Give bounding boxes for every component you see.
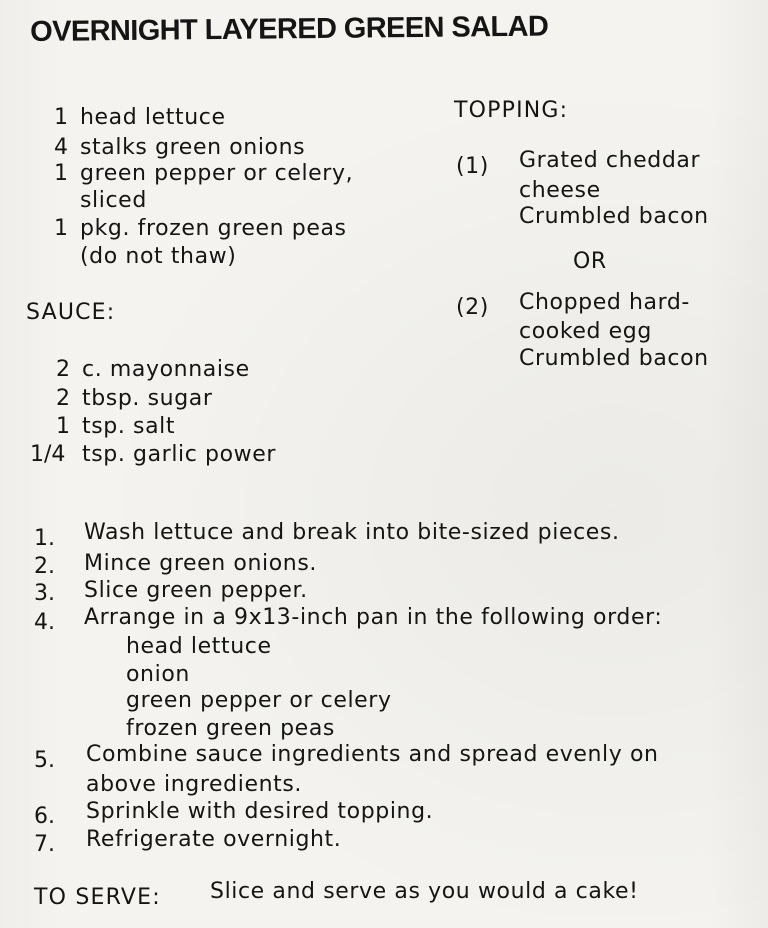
topping-line: Chopped hard- — [519, 290, 690, 315]
sauce-item: tbsp. sugar — [82, 386, 213, 411]
step-number: 5. — [34, 748, 55, 773]
ingredient-text: stalks green onions — [80, 135, 306, 160]
step-text: Combine sauce ingredients and spread evenly on — [86, 742, 659, 767]
step-text: Slice green pepper. — [84, 578, 308, 603]
step-number: 6. — [34, 804, 55, 829]
sauce-qty: 2 — [56, 386, 70, 411]
ingredient-text: sliced — [80, 188, 147, 213]
step-subline: head lettuce — [126, 634, 272, 659]
step-subline: onion — [126, 662, 190, 687]
topping-line: cheese — [519, 178, 601, 203]
to-serve-text: Slice and serve as you would a cake! — [210, 879, 639, 904]
step-text: Arrange in a 9x13-inch pan in the following order: — [84, 605, 663, 630]
step-text: above ingredients. — [86, 772, 303, 797]
topping-line: Grated cheddar — [519, 148, 701, 173]
sauce-item: tsp. garlic power — [82, 442, 277, 467]
ingredient-text: (do not thaw) — [80, 244, 237, 269]
sauce-qty: 2 — [56, 357, 70, 382]
sauce-item: tsp. salt — [82, 414, 176, 439]
ingredient-qty: 4 — [54, 135, 68, 160]
step-subline: frozen green peas — [126, 716, 335, 741]
step-number: 2. — [34, 554, 55, 579]
topping-line: Crumbled bacon — [519, 346, 709, 371]
recipe-title: OVERNIGHT LAYERED GREEN SALAD — [30, 10, 549, 48]
sauce-qty: 1/4 — [30, 442, 66, 467]
topping-line: Crumbled bacon — [519, 204, 709, 229]
sauce-item: c. mayonnaise — [82, 357, 250, 382]
step-text: Mince green onions. — [84, 551, 317, 576]
ingredient-text: green pepper or celery, — [80, 161, 354, 186]
sauce-qty: 1 — [56, 414, 70, 439]
topping-option-label: (2) — [456, 295, 489, 320]
step-number: 3. — [34, 581, 55, 606]
step-text: Refrigerate overnight. — [86, 827, 342, 852]
step-subline: green pepper or celery — [126, 688, 392, 713]
step-text: Sprinkle with desired topping. — [86, 799, 434, 824]
ingredient-text: head lettuce — [80, 105, 226, 130]
topping-heading: TOPPING: — [454, 98, 569, 123]
ingredient-qty: 1 — [54, 216, 68, 241]
step-number: 1. — [34, 526, 55, 551]
ingredient-qty: 1 — [54, 161, 68, 186]
step-text: Wash lettuce and break into bite-sized pieces. — [84, 520, 620, 545]
topping-or: OR — [573, 249, 607, 274]
topping-option-label: (1) — [456, 154, 489, 179]
ingredient-qty: 1 — [54, 105, 68, 130]
sauce-heading: SAUCE: — [26, 300, 116, 325]
step-number: 4. — [34, 610, 55, 635]
to-serve-label: TO SERVE: — [34, 885, 161, 910]
ingredient-text: pkg. frozen green peas — [80, 216, 347, 241]
topping-line: cooked egg — [519, 319, 652, 344]
step-number: 7. — [34, 832, 55, 857]
